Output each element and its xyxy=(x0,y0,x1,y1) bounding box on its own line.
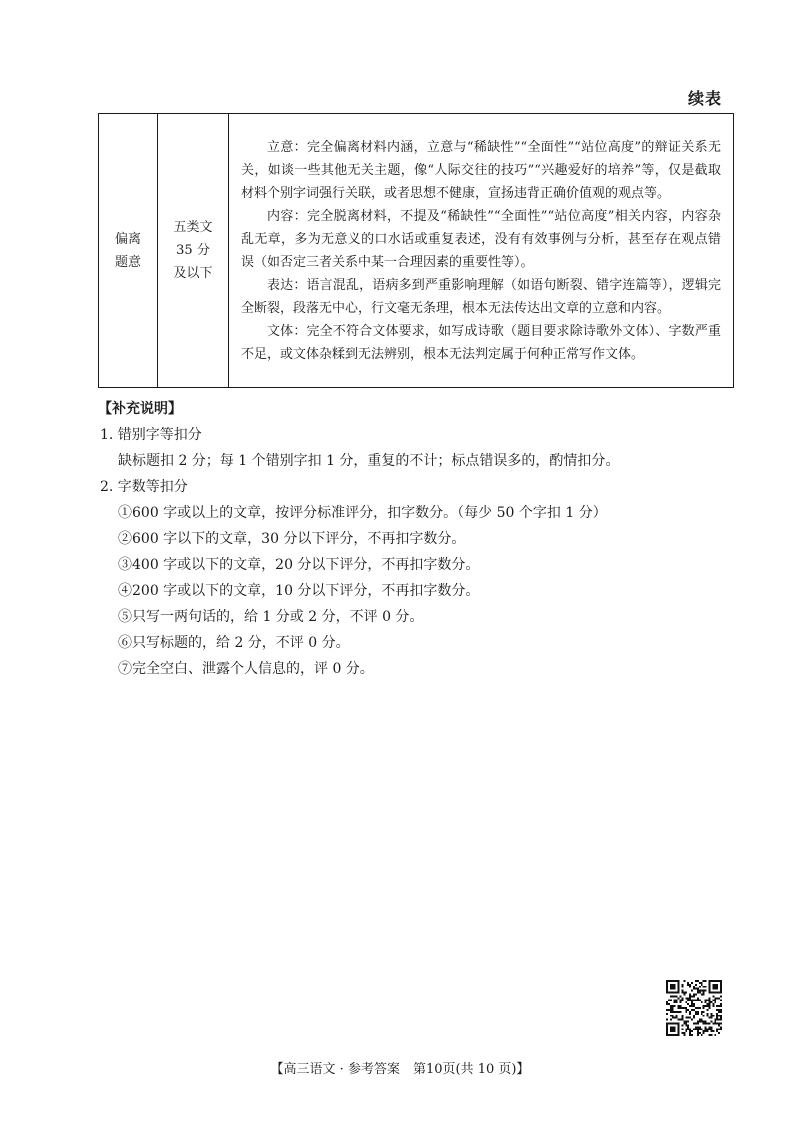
qr-code-icon xyxy=(666,980,722,1036)
table-row xyxy=(99,114,734,388)
criteria-content: 内容：完全脱离材料，不提及“稀缺性”“全面性”“站位高度”相关内容，内容杂乱无章，多为无意义的口水话或重复表述，没有有效事例与分析，甚至存在观点错误（如否定三者关系中某一合理因素的重要性等）。 xyxy=(241,208,721,270)
score-cell xyxy=(158,114,229,388)
page-footer: 【高三语文 · 参考答案 第10页(共 10 页)】 xyxy=(270,1062,530,1077)
section-title: 1. 错别字等扣分 xyxy=(100,427,202,443)
level-cell xyxy=(99,114,158,388)
criteria-genre: 文体：完全不符合文体要求，如写成诗歌（题目要求除诗歌外文体）、字数严重不足，或文体杂糅到无法辨别，根本无法判定属于何种正常写作文体。 xyxy=(241,323,721,362)
supplement-heading: 【补充说明】 xyxy=(98,401,182,417)
supplement-section xyxy=(98,396,738,682)
score-line: 35 分 xyxy=(176,243,210,258)
list-item: ④200 字或以下的文章，10 分以下评分，不再扣字数分。 xyxy=(118,583,480,599)
section-title: 2. 字数等扣分 xyxy=(100,479,188,495)
list-item: ⑦完全空白、泄露个人信息的，评 0 分。 xyxy=(118,661,374,677)
list-item: ①600 字或以上的文章，按评分标准评分，扣字数分。（每少 50 个字扣 1 分） xyxy=(118,505,607,521)
score-line: 五类文 xyxy=(173,220,213,235)
list-item: ②600 字以下的文章，30 分以下评分，不再扣字数分。 xyxy=(118,531,466,547)
level-line: 偏离 xyxy=(114,231,141,247)
score-line: 及以下 xyxy=(173,266,213,281)
list-item: ③400 字或以下的文章，20 分以下评分，不再扣字数分。 xyxy=(118,557,480,573)
section-body: 缺标题扣 2 分；每 1 个错别字扣 1 分，重复的不计；标点错误多的，酌情扣分。 xyxy=(118,453,620,469)
description-cell xyxy=(229,114,734,388)
list-item: ⑥只写标题的，给 2 分，不评 0 分。 xyxy=(118,635,350,651)
criteria-idea: 立意：完全偏离材料内涵，立意与“稀缺性”“全面性”“站位高度”的辩证关系无关，如谈一些其他无关主题，像“人际交往的技巧”“兴趣爱好的培养”等，仅是截取材料个别字词强行关联，或者思想不健康，宣扬违背正确价值观的观点等。 xyxy=(241,139,721,201)
rubric-table xyxy=(98,113,734,388)
continue-label: 续表 xyxy=(688,89,723,108)
list-item: ⑤只写一两句话的，给 1 分或 2 分，不评 0 分。 xyxy=(118,609,424,625)
criteria-expression: 表达：语言混乱，语病多到严重影响理解（如语句断裂、错字连篇等），逻辑完全断裂，段落无中心，行文毫无条理，根本无法传达出文章的立意和内容。 xyxy=(241,277,721,316)
level-line: 题意 xyxy=(114,254,141,270)
